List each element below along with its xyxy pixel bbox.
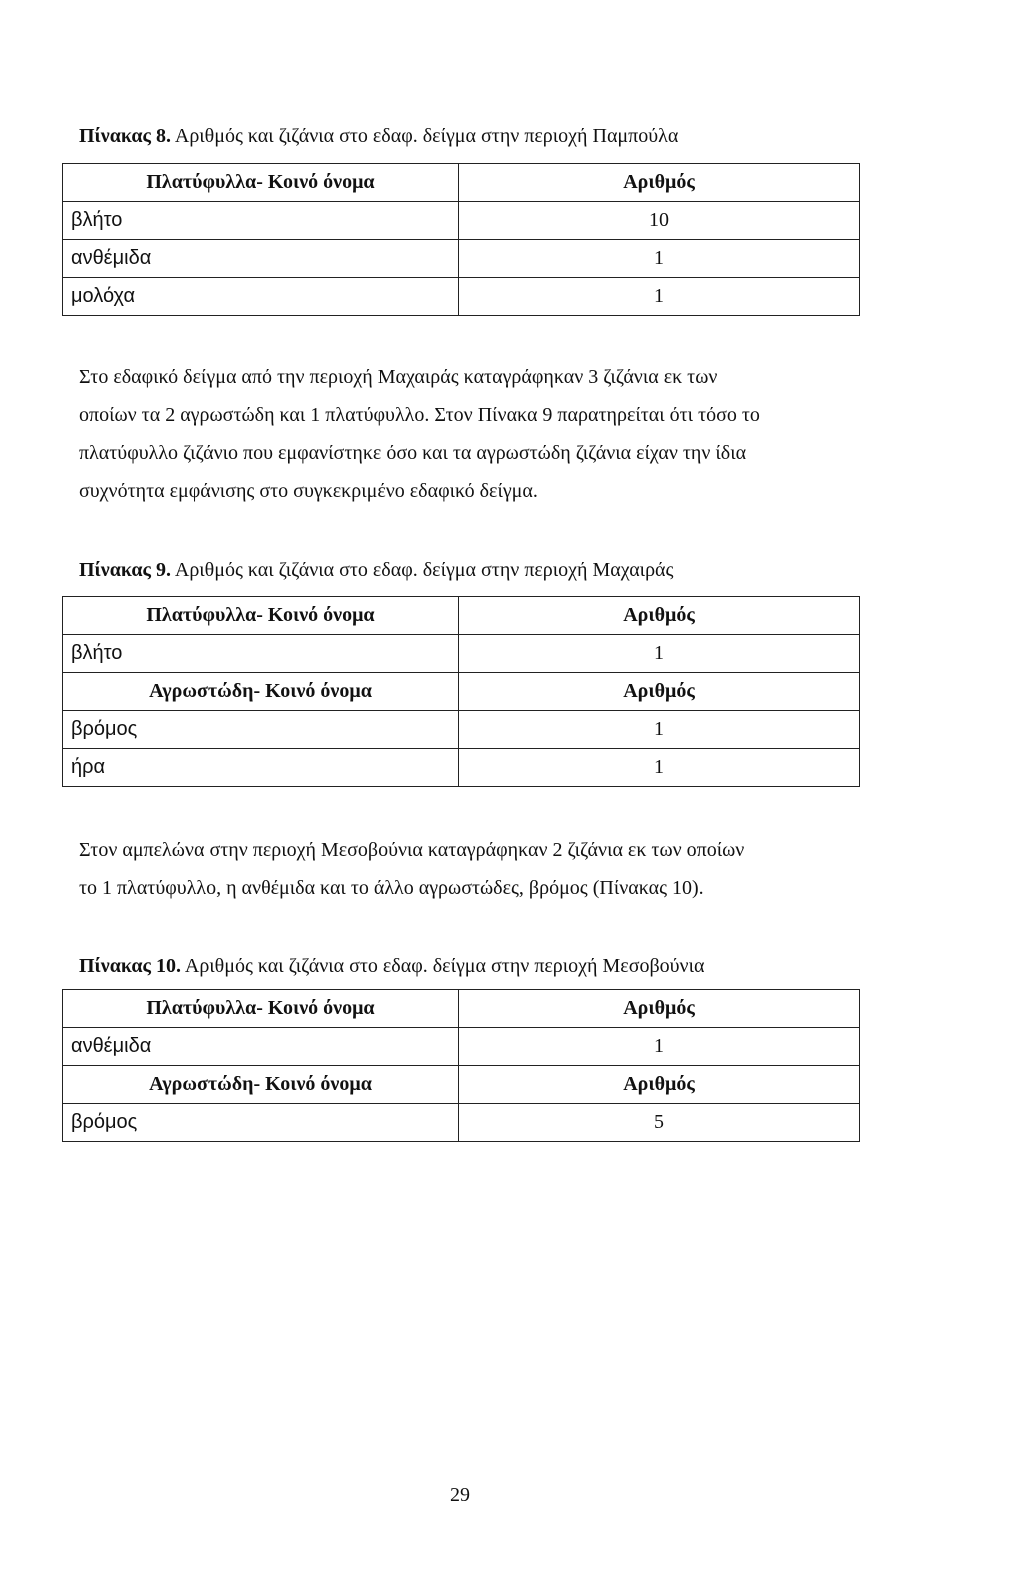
table10-caption-text: Αριθμός και ζιζάνια στο εδαφ. δείγμα στην περιοχή Μεσοβούνια	[180, 955, 705, 977]
table-header-row	[63, 990, 860, 1028]
weed-name-cell: βλήτο	[63, 202, 459, 240]
table-row	[63, 1104, 860, 1142]
count-cell: 10	[459, 202, 860, 240]
table-row	[63, 278, 860, 316]
paragraph-line: συχνότητα εμφάνισης στο συγκεκριμένο εδαφικό δείγμα.	[79, 480, 538, 502]
paragraph-line: οποίων τα 2 αγρωστώδη και 1 πλατύφυλλο. Στον Πίνακα 9 παρατηρείται ότι τόσο το	[79, 404, 760, 426]
table10-caption-label: Πίνακας 10.	[79, 955, 181, 977]
count-cell: 1	[459, 278, 860, 316]
page-number: 29	[450, 1484, 470, 1506]
table-row	[63, 240, 860, 278]
count-cell: 1	[459, 635, 860, 673]
table-row	[63, 749, 860, 787]
table8-caption	[79, 124, 678, 148]
column-header-name: Αγρωστώδη- Κοινό όνομα	[63, 673, 459, 711]
table9-caption	[79, 558, 673, 582]
table8	[62, 163, 860, 316]
table-row	[63, 635, 860, 673]
column-header-count: Αριθμός	[459, 164, 860, 202]
paragraph-2	[79, 831, 959, 907]
column-header-count: Αριθμός	[459, 597, 860, 635]
count-cell: 5	[459, 1104, 860, 1142]
weed-name-cell: βρόμος	[63, 1104, 459, 1142]
table-row	[63, 711, 860, 749]
weed-name-cell: ανθέμιδα	[63, 1028, 459, 1066]
paragraph-line: το 1 πλατύφυλλο, η ανθέμιδα και το άλλο αγρωστώδες, βρόμος (Πίνακας 10).	[79, 877, 704, 899]
table-header-row	[63, 597, 860, 635]
table-header-row	[63, 673, 860, 711]
count-cell: 1	[459, 749, 860, 787]
count-cell: 1	[459, 1028, 860, 1066]
column-header-count: Αριθμός	[459, 673, 860, 711]
paragraph-1	[79, 358, 959, 510]
count-cell: 1	[459, 711, 860, 749]
table-header-row	[63, 164, 860, 202]
weed-name-cell: βρόμος	[63, 711, 459, 749]
table9	[62, 596, 860, 787]
paragraph-line: Στον αμπελώνα στην περιοχή Μεσοβούνια καταγράφηκαν 2 ζιζάνια εκ των οποίων	[79, 839, 745, 861]
table10-caption	[79, 954, 704, 978]
table10	[62, 989, 860, 1142]
weed-name-cell: βλήτο	[63, 635, 459, 673]
paragraph-line: Στο εδαφικό δείγμα από την περιοχή Μαχαιράς καταγράφηκαν 3 ζιζάνια εκ των	[79, 366, 718, 388]
column-header-count: Αριθμός	[459, 1066, 860, 1104]
column-header-count: Αριθμός	[459, 990, 860, 1028]
weed-name-cell: μολόχα	[63, 278, 459, 316]
table9-caption-label: Πίνακας 9.	[79, 559, 171, 581]
count-cell: 1	[459, 240, 860, 278]
weed-name-cell: ανθέμιδα	[63, 240, 459, 278]
table-header-row	[63, 1066, 860, 1104]
column-header-name: Αγρωστώδη- Κοινό όνομα	[63, 1066, 459, 1104]
paragraph-line: πλατύφυλλο ζιζάνιο που εμφανίστηκε όσο και τα αγρωστώδη ζιζάνια είχαν την ίδια	[79, 442, 747, 464]
table-row	[63, 1028, 860, 1066]
table8-caption-text: Αριθμός και ζιζάνια στο εδαφ. δείγμα στην περιοχή Παμπούλα	[170, 125, 679, 147]
table9-caption-text: Αριθμός και ζιζάνια στο εδαφ. δείγμα στην περιοχή Μαχαιράς	[170, 559, 674, 581]
weed-name-cell: ήρα	[63, 749, 459, 787]
column-header-name: Πλατύφυλλα- Κοινό όνομα	[63, 597, 459, 635]
column-header-name: Πλατύφυλλα- Κοινό όνομα	[63, 164, 459, 202]
column-header-name: Πλατύφυλλα- Κοινό όνομα	[63, 990, 459, 1028]
table-row	[63, 202, 860, 240]
table8-caption-label: Πίνακας 8.	[79, 125, 171, 147]
